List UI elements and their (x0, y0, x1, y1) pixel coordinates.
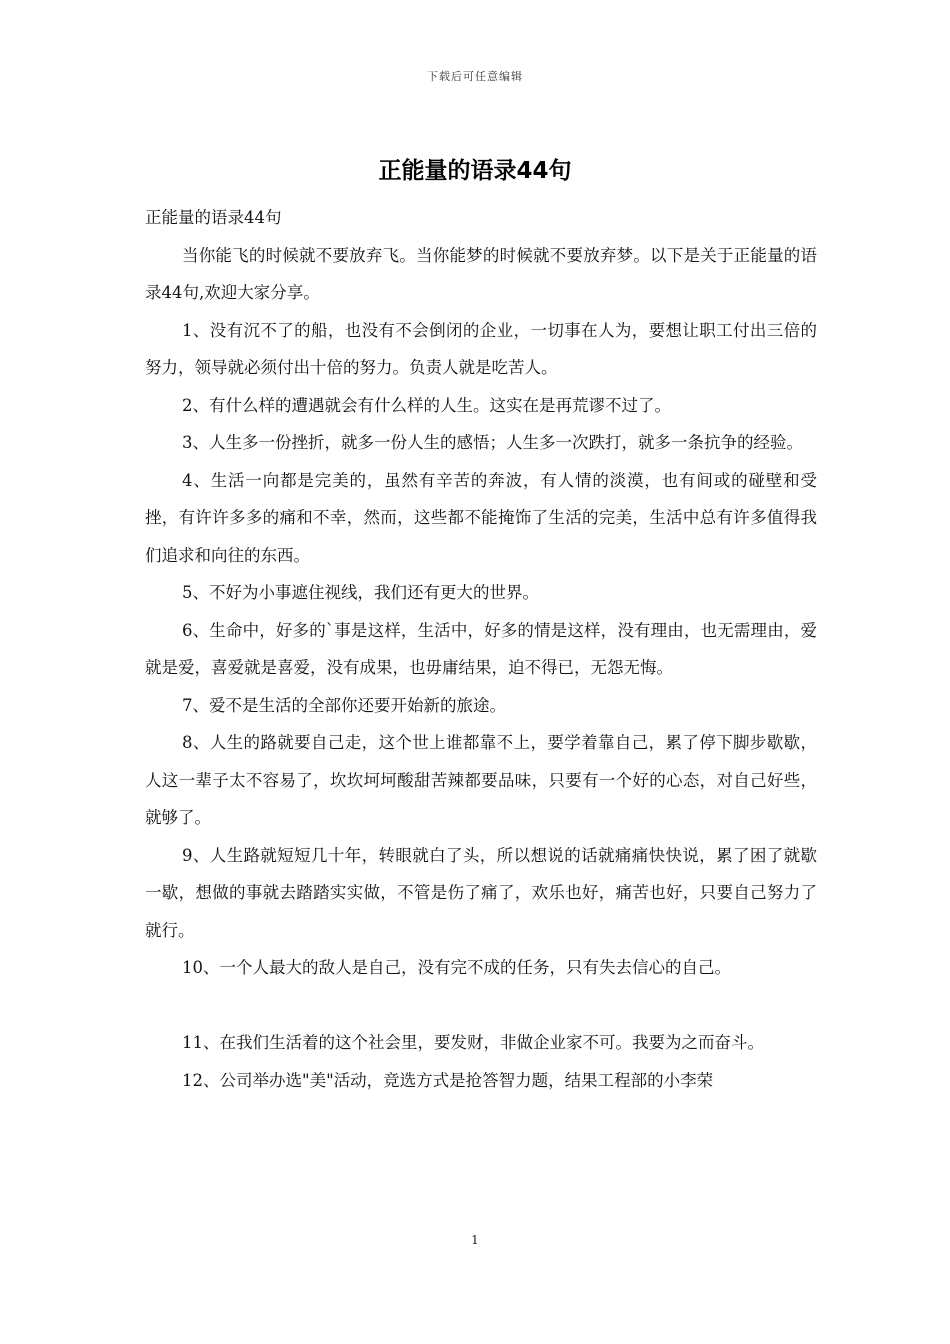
quote-item: 2、有什么样的遭遇就会有什么样的人生。这实在是再荒谬不过了。 (182, 395, 671, 415)
quote-item: 10、一个人最大的敌人是自己，没有完不成的任务，只有失去信心的自己。 (182, 958, 731, 977)
quote-item: 5、不好为小事遮住视线，我们还有更大的世界。 (182, 583, 539, 602)
header-note: 下载后可任意编辑 (427, 70, 523, 83)
body-subtitle: 正能量的语录44句 (145, 208, 282, 227)
quote-item: 4、生活一向都是完美的，虽然有辛苦的奔波，有人情的淡漠，也有间或的碰壁和受挫，有许许多多的痛和不幸，然而，这些都不能掩饰了生活的完美，生活中总有许多值得我们追求和向往的东西。 (145, 470, 817, 565)
quote-item: 6、生命中，好多的`事是这样，生活中，好多的情是这样，没有理由，也无需理由，爱就是爱，喜爱就是喜爱，没有成果，也毋庸结果，迫不得已，无怨无悔。 (145, 620, 817, 677)
quote-item: 12、公司举办选"美"活动，竞选方式是抢答智力题，结果工程部的小李荣 (182, 1070, 714, 1090)
document-body (145, 199, 817, 1099)
quote-item: 8、人生的路就要自己走，这个世上谁都靠不上，要学着靠自己，累了停下脚步歇歇，人这一辈子太不容易了，坎坎坷坷酸甜苦辣都要品味，只要有一个好的心态，对自己好些，就够了。 (145, 733, 817, 827)
blank-line (145, 987, 817, 1025)
quote-item: 9、人生路就短短几十年，转眼就白了头，所以想说的话就痛痛快快说，累了困了就歇一歇，想做的事就去踏踏实实做，不管是伤了痛了，欢乐也好，痛苦也好，只要自己努力了就行。 (145, 845, 817, 940)
document-title: 正能量的语录44句 (378, 158, 572, 184)
quote-item: 11、在我们生活着的这个社会里，要发财，非做企业家不可。我要为之而奋斗。 (182, 1033, 764, 1052)
quote-item: 3、人生多一份挫折，就多一份人生的感悟；人生多一次跌打，就多一条抗争的经验。 (182, 433, 803, 452)
intro-paragraph: 当你能飞的时候就不要放弃飞。当你能梦的时候就不要放弃梦。以下是关于正能量的语录44句,欢迎大家分享。 (145, 245, 817, 302)
quote-item: 7、爱不是生活的全部你还要开始新的旅途。 (182, 695, 506, 715)
quote-item: 1、没有沉不了的船，也没有不会倒闭的企业，一切事在人为，要想让职工付出三倍的努力，领导就必须付出十倍的努力。负责人就是吃苦人。 (145, 320, 817, 377)
page-number: 1 (471, 1233, 479, 1247)
